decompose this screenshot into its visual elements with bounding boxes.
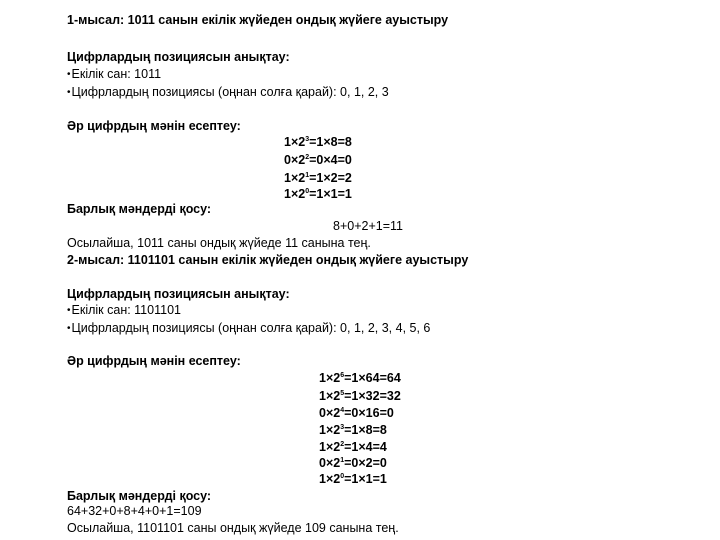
example1-calc-row: $1\times 2^3=1\times 8=8$ xyxy=(284,135,352,149)
example1-bullet-positions: • Цифрлардың позициясы (оңнан солға қарай): 0, 1, 2, 3 xyxy=(67,84,389,102)
example1-sum-heading: Барлық мәндерді қосу: xyxy=(67,202,212,216)
example2-conclusion: Осылайша, 1101101 саны ондық жүйеде 109 санына тең. xyxy=(67,521,399,535)
example1-title: 1-мысал: 1011 санын екілік жүйеден ондық жүйеге ауыстыру xyxy=(67,13,449,27)
example1-conclusion: Осылайша, 1011 саны ондық жүйеде 11 санына тең. xyxy=(67,236,371,250)
example2-sum: 64+32+0+8+4+0+1=109 xyxy=(67,504,202,518)
example2-calc-row: $1\times 2^5=1\times 32=32$ xyxy=(319,389,401,403)
example2-calc-row: $0\times 2^1=0\times 2=0$ xyxy=(319,456,387,470)
example2-sum-heading: Барлық мәндерді қосу: xyxy=(67,489,212,503)
example2-bullet-number: • Екілік сан: 1101101 xyxy=(67,302,181,320)
example1-bullet-number: • Екілік сан: 1011 xyxy=(67,66,161,84)
example2-calc-row: $1\times 2^6=1\times 64=64$ xyxy=(319,371,401,385)
example1-calc-row: $1\times 2^1=1\times 2=2$ xyxy=(284,171,352,185)
example1-sum: 8+0+2+1=11 xyxy=(333,219,403,233)
example2-calc-row: $0\times 2^4=0\times 16=0$ xyxy=(319,406,394,420)
example2-title: 2-мысал: 1101101 санын екілік жүйеден ондық жүйеге ауыстыру xyxy=(67,253,469,267)
example1-positions-heading: Цифрлардың позициясын анықтау: xyxy=(67,50,290,64)
example2-calc-row: $1\times 2^3=1\times 8=8$ xyxy=(319,423,387,437)
example2-calc-row: $1\times 2^2=1\times 4=4$ xyxy=(319,440,387,454)
example1-digit-value-heading: Әр цифрдың мәнін есептеу: xyxy=(67,119,241,133)
example1-calc-row: $1\times 2^0=1\times 1=1$ xyxy=(284,187,352,201)
example2-digit-value-heading: Әр цифрдың мәнін есептеу: xyxy=(67,354,241,368)
example1-calc-row: $0\times 2^2=0\times 4=0$ xyxy=(284,153,352,167)
example2-calc-row: $1\times 2^0=1\times 1=1$ xyxy=(319,472,387,486)
example2-bullet-positions: • Цифрлардың позициясы (оңнан солға қарай): 0, 1, 2, 3, 4, 5, 6 xyxy=(67,320,430,338)
example2-positions-heading: Цифрлардың позициясын анықтау: xyxy=(67,287,290,301)
